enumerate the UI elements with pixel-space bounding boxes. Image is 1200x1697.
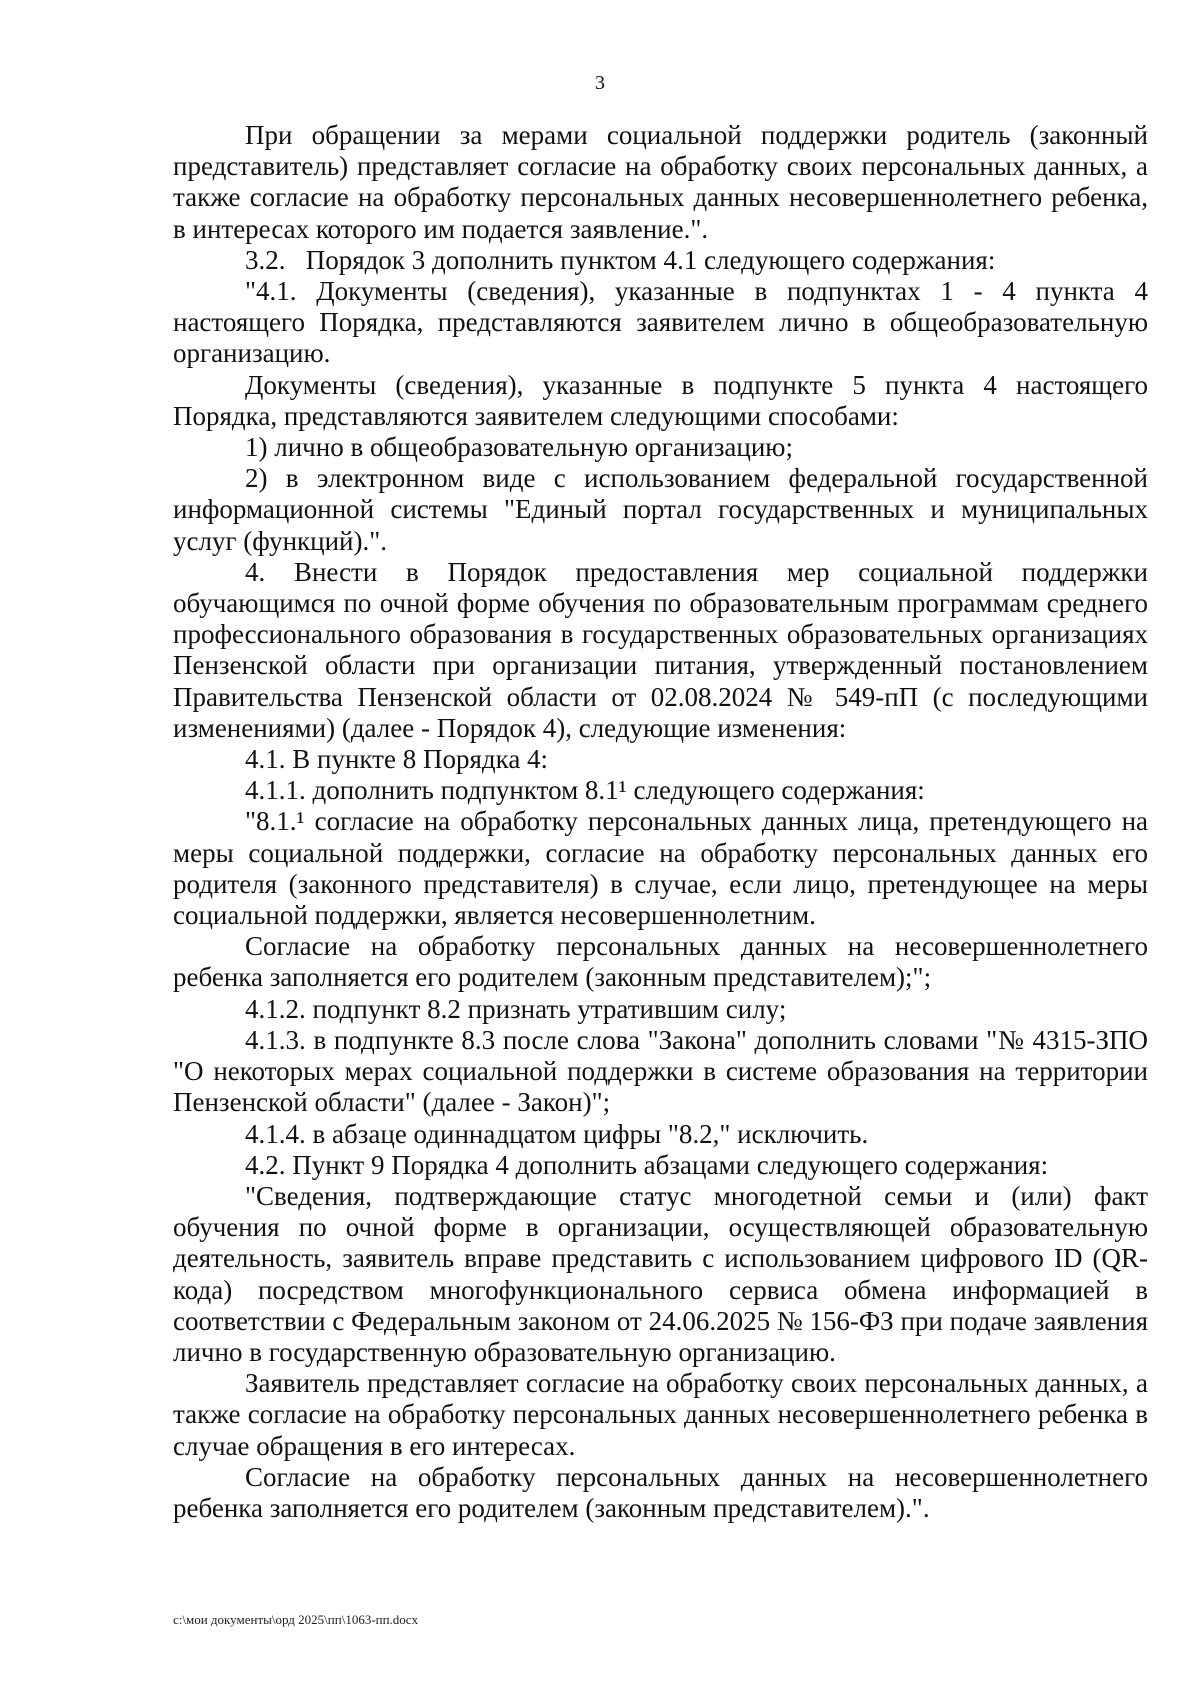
paragraph: 4.1. В пункте 8 Порядка 4: [245, 744, 549, 775]
paragraph: 3.2. Порядок 3 дополнить пунктом 4.1 следующего содержания: [245, 244, 996, 275]
paragraph: 1) лично в общеобразовательную организацию; [245, 432, 793, 463]
document-body [173, 120, 1148, 1524]
paragraph: "8.1.¹ согласие на обработку персональных данных лица, претендующего на меры социальной поддержки, согласие на обработку персональных данных его родителя (законного представителя) в случае, если лицо, претендующее на меры социальной поддержки, является несовершеннолетним. [173, 806, 1148, 931]
paragraph: 4.1.4. в абзаце одиннадцатом цифры "8.2," исключить. [245, 1118, 869, 1149]
paragraph: 4.1.2. подпункт 8.2 признать утратившим силу; [245, 993, 787, 1024]
file-path-footer: c:\мои документы\орд 2025\пп\1063-пп.docx [173, 1612, 419, 1627]
paragraph: 4. Внести в Порядок предоставления мер социальной поддержки обучающимся по очной форме обучения по образовательным программам среднего профессионального образования в государственных образовательных организациях Пензенской области при организации питания, утвержденный постановлением Правительства Пензенской области от 02.08.2024 № 549-пП (с последующими изменениями) (далее - Порядок 4), следующие изменения: [173, 556, 1148, 743]
paragraph: 4.1.3. в подпункте 8.3 после слова "Закона" дополнить словами "№ 4315-ЗПО "О некоторых мерах социальной поддержки в системе образования на территории Пензенской области" (далее - Закон)"; [173, 1024, 1148, 1118]
paragraph: 2) в электронном виде с использованием федеральной государственной информационной системы "Единый портал государственных и муниципальных услуг (функций).". [173, 463, 1148, 556]
page-number: 3 [595, 72, 605, 94]
paragraph: Заявитель представляет согласие на обработку своих персональных данных, а также согласие на обработку персональных данных несовершеннолетнего ребенка в случае обращения в его интересах. [173, 1368, 1148, 1461]
paragraph: При обращении за мерами социальной поддержки родитель (законный представитель) представляет согласие на обработку своих персональных данных, а также согласие на обработку персональных данных несовершеннолетнего ребенка, в интересах которого им подается заявление.". [173, 120, 1148, 244]
paragraph: Согласие на обработку персональных данных на несовершеннолетнего ребенка заполняется его родителем (законным представителем).". [173, 1461, 1148, 1523]
paragraph: "4.1. Документы (сведения), указанные в подпунктах 1 - 4 пункта 4 настоящего Порядка, представляются заявителем лично в общеобразовательную организацию. [173, 276, 1148, 369]
paragraph: Согласие на обработку персональных данных на несовершеннолетнего ребенка заполняется его родителем (законным представителем);"; [173, 931, 1148, 993]
paragraph: Документы (сведения), указанные в подпункте 5 пункта 4 настоящего Порядка, представляются заявителем следующими способами: [173, 369, 1148, 431]
paragraph: "Сведения, подтверждающие статус многодетной семьи и (или) факт обучения по очной форме в организации, осуществляющей образовательную деятельность, заявитель вправе представить с использованием цифрового ID (QR-кода) посредством многофункционального сервиса обмена информацией в соответствии с Федеральным законом от 24.06.2025 № 156-ФЗ при подаче заявления лично в государственную образовательную организацию. [173, 1180, 1148, 1367]
paragraph: 4.2. Пункт 9 Порядка 4 дополнить абзацами следующего содержания: [245, 1149, 1049, 1180]
paragraph: 4.1.1. дополнить подпунктом 8.1¹ следующего содержания: [245, 775, 925, 806]
